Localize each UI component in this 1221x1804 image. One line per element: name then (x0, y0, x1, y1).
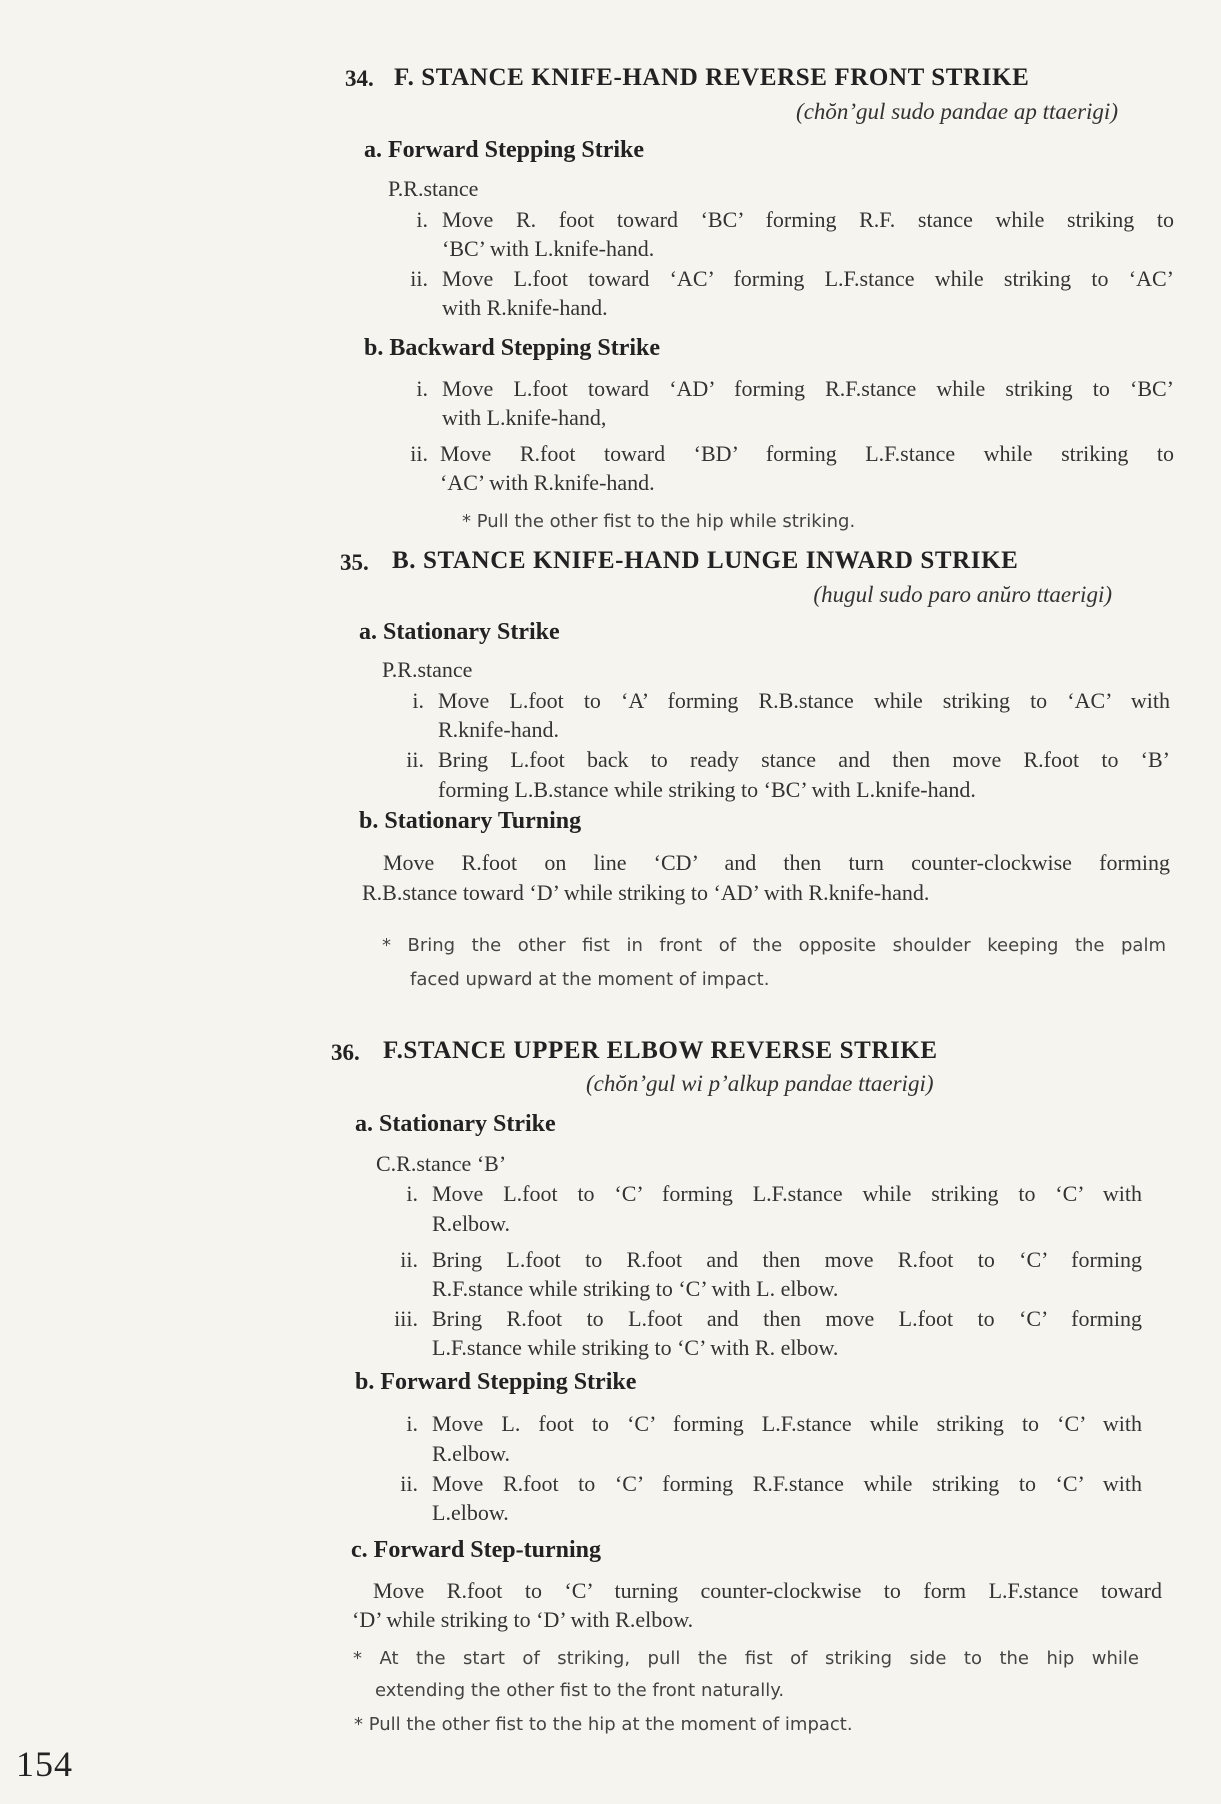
step-line: Move R.foot to ‘C’ forming R.F.stance while striking to ‘C’ with (432, 1471, 1142, 1496)
section-36-note: extending the other fist to the front naturally. (375, 1680, 785, 1701)
step-line: with R.knife-hand. (442, 295, 608, 320)
section-34-part-b-heading: b. Backward Stepping Strike (364, 335, 661, 361)
step-line: Move R. foot toward ‘BC’ forming R.F. stance while striking to (442, 207, 1174, 232)
step-number: ii. (406, 747, 424, 772)
step-number: ii. (400, 1247, 418, 1272)
step-number: i. (416, 376, 428, 401)
section-36-note: * At the start of striking, pull the fist of striking side to the hip while (353, 1648, 1139, 1669)
step-line: ‘AC’ with R.knife-hand. (440, 470, 655, 495)
section-34-note: * Pull the other fist to the hip while striking. (462, 511, 856, 532)
section-36-number: 36. (331, 1040, 360, 1065)
step-line: forming L.B.stance while striking to ‘BC’ with L.knife-hand. (438, 777, 976, 802)
step-number: i. (416, 207, 428, 232)
step-line: L.F.stance while striking to ‘C’ with R. elbow. (432, 1335, 839, 1360)
section-35-part-a-heading: a. Stationary Strike (359, 619, 560, 645)
step-line: R.F.stance while striking to ‘C’ with L. elbow. (432, 1276, 839, 1301)
section-36-part-a-heading: a. Stationary Strike (355, 1111, 556, 1137)
step-number: ii. (400, 1471, 418, 1496)
step-line: R.elbow. (432, 1211, 511, 1236)
step-number: iii. (394, 1306, 418, 1331)
section-34-title: F. STANCE KNIFE-HAND REVERSE FRONT STRIKE (394, 64, 1030, 91)
step-line: Bring R.foot to L.foot and then move L.foot to ‘C’ forming (432, 1306, 1142, 1331)
section-36-part-a-stance: C.R.stance ‘B’ (376, 1151, 507, 1176)
section-36-note: * Pull the other fist to the hip at the moment of impact. (354, 1714, 853, 1735)
step-line: with L.knife-hand, (442, 405, 607, 430)
section-36-subtitle: (chŏn’gul wi p’alkup pandae ttaerigi) (586, 1071, 934, 1096)
section-35-note: faced upward at the moment of impact. (410, 969, 770, 990)
section-34-number: 34. (345, 66, 374, 91)
step-line: Bring L.foot to R.foot and then move R.foot to ‘C’ forming (432, 1247, 1142, 1272)
step-line: Move R.foot toward ‘BD’ forming L.F.stance while striking to (440, 441, 1174, 466)
section-35-part-b-heading: b. Stationary Turning (359, 808, 582, 834)
section-35-note: * Bring the other fist in front of the opposite shoulder keeping the palm (382, 935, 1166, 956)
step-number: i. (412, 688, 424, 713)
section-35-subtitle: (hugul sudo paro anŭro ttaerigi) (813, 582, 1112, 607)
paragraph-line: ‘D’ while striking to ‘D’ with R.elbow. (352, 1607, 694, 1632)
section-35-title: B. STANCE KNIFE-HAND LUNGE INWARD STRIKE (392, 547, 1019, 574)
section-35-part-a-stance: P.R.stance (382, 657, 473, 682)
paragraph-line: Move R.foot to ‘C’ turning counter-clockwise to form L.F.stance toward (373, 1578, 1162, 1603)
step-line: Move L.foot to ‘C’ forming L.F.stance while striking to ‘C’ with (432, 1181, 1142, 1206)
step-line: Move L. foot to ‘C’ forming L.F.stance while striking to ‘C’ with (432, 1411, 1142, 1436)
paragraph-line: R.B.stance toward ‘D’ while striking to ‘AD’ with R.knife-hand. (362, 880, 930, 905)
page-number: 154 (16, 1744, 73, 1784)
section-34-part-a-stance: P.R.stance (388, 176, 479, 201)
step-line: R.knife-hand. (438, 717, 559, 742)
step-line: Move L.foot toward ‘AD’ forming R.F.stance while striking to ‘BC’ (442, 376, 1174, 401)
section-36-part-c-heading: c. Forward Step-turning (351, 1537, 601, 1563)
step-number: i. (406, 1181, 418, 1206)
step-number: i. (406, 1411, 418, 1436)
step-line: Move L.foot to ‘A’ forming R.B.stance while striking to ‘AC’ with (438, 688, 1170, 713)
step-number: ii. (410, 441, 428, 466)
paragraph-line: Move R.foot on line ‘CD’ and then turn counter-clockwise forming (383, 850, 1170, 875)
step-line: R.elbow. (432, 1441, 511, 1466)
section-35-number: 35. (340, 550, 369, 575)
section-34-subtitle: (chŏn’gul sudo pandae ap ttaerigi) (796, 99, 1118, 124)
section-36-title: F.STANCE UPPER ELBOW REVERSE STRIKE (383, 1037, 938, 1064)
step-line: L.elbow. (432, 1500, 509, 1525)
step-number: ii. (410, 266, 428, 291)
step-line: ‘BC’ with L.knife-hand. (442, 236, 655, 261)
step-line: Move L.foot toward ‘AC’ forming L.F.stance while striking to ‘AC’ (442, 266, 1174, 291)
section-36-part-b-heading: b. Forward Stepping Strike (355, 1369, 637, 1395)
section-34-part-a-heading: a. Forward Stepping Strike (364, 137, 645, 163)
step-line: Bring L.foot back to ready stance and then move R.foot to ‘B’ (438, 747, 1170, 772)
